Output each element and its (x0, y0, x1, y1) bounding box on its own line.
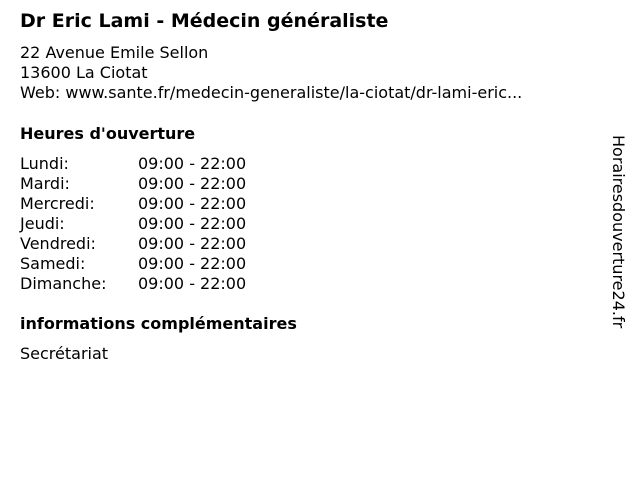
time-range: 09:00 - 22:00 (138, 234, 247, 253)
hours-row-thursday (20, 214, 280, 234)
time-range: 09:00 - 22:00 (138, 194, 247, 213)
address-city: 13600 La Ciotat (20, 63, 148, 82)
opening-hours-heading: Heures d'ouverture (20, 124, 196, 143)
time-range: 09:00 - 22:00 (138, 174, 247, 193)
address-block (20, 43, 522, 103)
hours-row-wednesday (20, 194, 280, 214)
hours-row-sunday (20, 274, 280, 294)
page-title: Dr Eric Lami - Médecin généraliste (20, 10, 389, 32)
time-range: 09:00 - 22:00 (138, 254, 247, 273)
opening-hours-list (20, 154, 280, 294)
day-label: Vendredi: (20, 234, 96, 253)
day-label: Mercredi: (20, 194, 95, 213)
day-label: Dimanche: (20, 274, 107, 293)
time-range: 09:00 - 22:00 (138, 214, 247, 233)
additional-info-text: Secrétariat (20, 344, 109, 363)
hours-row-tuesday (20, 174, 280, 194)
website-link[interactable]: Web: www.sante.fr/medecin-generaliste/la-ciotat/dr-lami-eric... (20, 83, 523, 102)
hours-row-friday (20, 234, 280, 254)
hours-row-saturday (20, 254, 280, 274)
site-watermark: Horairesdouverture24.fr (609, 135, 628, 329)
additional-info-heading: informations complémentaires (20, 314, 297, 333)
day-label: Mardi: (20, 174, 70, 193)
hours-row-monday (20, 154, 280, 174)
day-label: Lundi: (20, 154, 69, 173)
address-street: 22 Avenue Emile Sellon (20, 43, 209, 62)
day-label: Samedi: (20, 254, 86, 273)
time-range: 09:00 - 22:00 (138, 274, 247, 293)
time-range: 09:00 - 22:00 (138, 154, 247, 173)
day-label: Jeudi: (20, 214, 65, 233)
